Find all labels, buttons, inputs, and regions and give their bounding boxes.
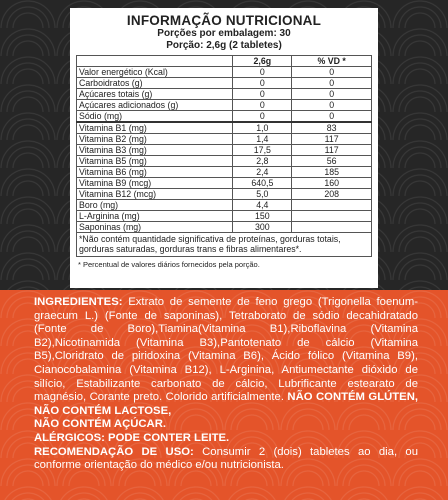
usage-paragraph	[34, 446, 418, 473]
nutrient-name: L-Arginina (mg)	[77, 211, 233, 222]
table-row	[77, 78, 372, 89]
nutrient-name: Vitamina B5 (mg)	[77, 156, 233, 167]
sugar-paragraph	[34, 418, 418, 432]
ingredients-heading: INGREDIENTES:	[34, 296, 123, 308]
table-row	[77, 111, 372, 123]
nutrient-vd	[292, 200, 372, 211]
nutrient-name: Vitamina B12 (mcg)	[77, 189, 233, 200]
table-row	[77, 211, 372, 222]
serving-size: Porção: 2,6g (2 tabletes)	[166, 40, 282, 51]
nutrient-name: Saponinas (mg)	[77, 222, 233, 233]
nutrient-name: Carboidratos (g)	[77, 78, 233, 89]
nutrient-amount: 0	[233, 89, 292, 100]
nutrient-vd: 160	[292, 178, 372, 189]
usage-text: Consumir 2 (dois) tabletes ao dia, ou conforme orientação do médico e/ou nutricionista.	[34, 445, 418, 472]
ingredients-paragraph	[34, 296, 418, 418]
nutrition-table-body	[77, 67, 372, 233]
nutrient-amount: 0	[233, 100, 292, 111]
gluten-lactose-warning: NÃO CONTÉM GLÚTEN, NÃO CONTÉM LACTOSE,	[34, 391, 418, 417]
allergen-text: PODE CONTER LEITE.	[104, 431, 230, 444]
nutrient-amount: 5,0	[233, 189, 292, 200]
table-row	[77, 67, 372, 78]
nutrient-amount: 17,5	[233, 145, 292, 156]
nutrient-name: Açúcares adicionados (g)	[77, 100, 233, 111]
nutrient-vd: 0	[292, 100, 372, 111]
nutrient-vd	[292, 211, 372, 222]
nutrient-vd: 208	[292, 189, 372, 200]
ingredients-block	[34, 296, 418, 473]
table-row	[77, 222, 372, 233]
header-vd: % VD *	[292, 56, 372, 67]
nutrient-vd: 83	[292, 122, 372, 134]
nutrient-vd: 0	[292, 111, 372, 123]
nutrient-vd: 0	[292, 89, 372, 100]
nutrient-amount: 0	[233, 67, 292, 78]
table-row	[77, 89, 372, 100]
nutrient-vd: 117	[292, 134, 372, 145]
nutrient-name: Vitamina B6 (mg)	[77, 167, 233, 178]
table-row	[77, 100, 372, 111]
table-row	[77, 145, 372, 156]
nutrient-amount: 2,8	[233, 156, 292, 167]
nutrient-amount: 150	[233, 211, 292, 222]
nutrient-name: Vitamina B9 (mcg)	[77, 178, 233, 189]
allergen-paragraph	[34, 432, 418, 446]
nutrient-vd: 0	[292, 78, 372, 89]
nutrient-vd: 56	[292, 156, 372, 167]
nutrient-vd: 185	[292, 167, 372, 178]
table-row	[77, 167, 372, 178]
nutrient-name: Sódio (mg)	[77, 111, 233, 123]
nutrient-amount: 1,0	[233, 122, 292, 134]
nutrient-amount: 300	[233, 222, 292, 233]
nutrient-vd: 117	[292, 145, 372, 156]
nutrient-vd: 0	[292, 67, 372, 78]
nutrient-vd	[292, 222, 372, 233]
nutrient-name: Vitamina B1 (mg)	[77, 122, 233, 134]
nutrient-name: Valor energético (Kcal)	[77, 67, 233, 78]
nutrition-facts-label	[70, 8, 378, 288]
nutrient-amount: 0	[233, 111, 292, 123]
table-row	[77, 156, 372, 167]
nutrient-amount: 0	[233, 78, 292, 89]
nutrient-amount: 640,5	[233, 178, 292, 189]
servings-per-package: Porções por embalagem: 30	[157, 28, 291, 39]
table-row	[77, 134, 372, 145]
nutrient-name: Vitamina B3 (mg)	[77, 145, 233, 156]
header-amount: 2,6g	[233, 56, 292, 67]
nutrient-name: Vitamina B2 (mg)	[77, 134, 233, 145]
nutrient-amount: 1,4	[233, 134, 292, 145]
usage-heading: RECOMENDAÇÃO DE USO:	[34, 445, 194, 458]
table-row	[77, 200, 372, 211]
ingredients-text: Extrato de semente de feno grego (Trigonella foenum- graecum L.) (Fonte de saponinas), Tetraborato de sódio decahidratado (Fonte de Boro),Tiamina(Vitamina B1),Riboflavina (Vitamina B2),Nicotinamida (Vitamina B3),Pantotenato de cálcio (Vitamina B5),Cloridrato de piridoxina (Vitamina B6), Ácido fólico (Vitamina B9), Cianocobalamina (Vitamina B12), L-Arginina, Antiumectante dióxido de silício, Estabilizante carbonato de cálcio, Lubrificante estearato de magnésio, Corante preto. Colorido artificialmente.	[34, 296, 418, 404]
table-row	[77, 189, 372, 200]
table-row	[77, 122, 372, 134]
allergen-heading: ALÉRGICOS:	[34, 431, 105, 444]
nutrient-amount: 4,4	[233, 200, 292, 211]
sugar-warning: NÃO CONTÉM AÇÚCAR.	[34, 418, 166, 431]
label-footnote: * Percentual de valores diários fornecidos pela porção.	[78, 260, 260, 269]
table-row	[77, 178, 372, 189]
nutrient-name: Açúcares totais (g)	[77, 89, 233, 100]
table-header-row	[77, 56, 372, 67]
nutrient-amount: 2,4	[233, 167, 292, 178]
label-note: *Não contém quantidade significativa de proteínas, gorduras totais, gorduras saturadas, gorduras trans e fibras alimentares*.	[76, 233, 372, 257]
label-title: INFORMAÇÃO NUTRICIONAL	[126, 13, 322, 28]
header-blank	[77, 56, 233, 67]
nutrition-table	[76, 55, 372, 233]
nutrient-name: Boro (mg)	[77, 200, 233, 211]
